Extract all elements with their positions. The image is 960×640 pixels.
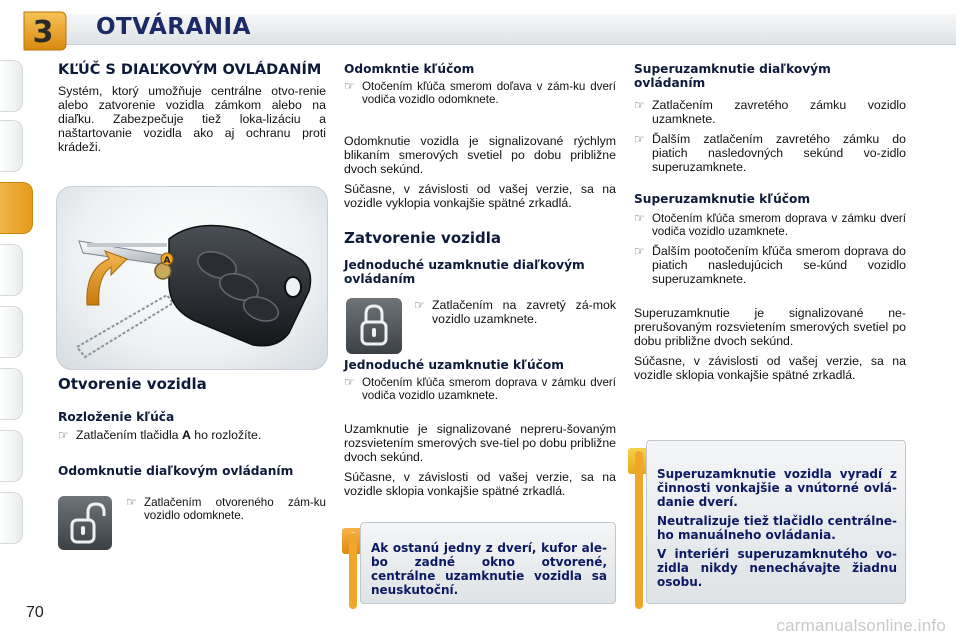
simple-key-lock-bullet: ☞ Otočením kľúča smerom doprava v zámku dverí vodiča vozidlo uzamknete. <box>344 375 616 402</box>
chapter-number: 3 <box>32 15 54 50</box>
pointer-bullet-icon: ☞ <box>414 298 425 312</box>
remote-key-illustration <box>56 186 328 370</box>
unlock-button-image <box>58 496 112 550</box>
column-left-lower <box>58 376 326 482</box>
simple-remote-lock-bullet: ☞ Zatlačením na zavretý zá-mok vozidlo uzamknete. <box>414 298 616 326</box>
fold-arrow-icon <box>87 251 127 305</box>
simple-remote-lock-title: Jednoduché uzamknutie diaľkovým ovládaním <box>344 258 585 286</box>
column-right <box>634 62 906 388</box>
super-key-title: Superuzamknutie kľúčom <box>634 192 811 206</box>
super-remote-bullet-1: ☞ Zatlačením zavretého zámku vozidlo uzamknete. <box>634 98 906 126</box>
simple-key-lock-title: Jednoduché uzamknutie kľúčom <box>344 358 564 372</box>
lock-button-image <box>346 298 402 354</box>
lock-mirror-text: Súčasne, v závislosti od vašej verzie, sa na vozidle sklopia vonkajšie spätné zrkadlá. <box>344 470 616 498</box>
pointer-bullet-icon: ☞ <box>344 375 355 389</box>
simple-remote-bullet-wrap <box>414 298 616 332</box>
unfold-text-bold: A <box>181 428 191 442</box>
info-note <box>360 522 616 604</box>
key-section-title: KĽÚČ S DIAĽKOVÝM OVLÁDANÍM <box>58 62 322 78</box>
remote-unlock-bullet-wrap <box>126 496 326 528</box>
super-remote-title: Superuzamknutie diaľkovým ovládaním <box>634 62 831 90</box>
pointer-bullet-icon: ☞ <box>126 495 137 509</box>
key-unlock-title: Odomkntie kľúčom <box>344 62 475 76</box>
pointer-bullet-icon: ☞ <box>344 79 355 93</box>
chapter-tab[interactable] <box>0 306 23 358</box>
remote-unlock-bullet: ☞ Zatlačením otvoreného zám-ku vozidlo odomknete. <box>126 495 326 522</box>
locked-padlock-icon <box>346 298 402 354</box>
unlock-mirror-text: Súčasne, v závislosti od vašej verzie, sa na vozidle vyklopia vonkajšie spätné zrkadlá. <box>344 182 616 210</box>
unlock-signal-text: Odomknutie vozidla je signalizované rýchlym blikaním smerových svetiel po dobu približne dvoch sekúnd. <box>344 134 616 176</box>
warning-note-text-1: Superuzamknutie vozidla vyradí z činnosti vonkajšie a vnútorné ovlá-danie dverí. <box>657 467 897 509</box>
key-unlock-bullet: ☞ Otočením kľúča smerom doľava v zám-ku dverí vodiča vozidlo odomknete. <box>344 79 616 106</box>
chapter-tab[interactable] <box>0 244 23 296</box>
pointer-bullet-icon: ☞ <box>634 244 645 258</box>
page-title: OTVÁRANIA <box>96 14 251 40</box>
remote-key-image <box>57 187 327 369</box>
chapter-tab[interactable] <box>0 368 23 420</box>
super-signal-text: Superuzamknutie je signalizované ne-prerušovaným rozsvietením smerových svetiel po dobu približne dvoch sekúnd. <box>634 306 906 348</box>
warning-note-text-3: V interiéri superuzamknutého vo-zidla nikdy nenechávajte žiadnu osobu. <box>657 547 897 589</box>
pointer-bullet-icon: ☞ <box>634 211 645 225</box>
warning-note-text-2: Neutralizuje tiež tlačidlo centrálne-ho manuálneho ovládania. <box>657 514 897 542</box>
column-middle-lower <box>344 358 616 504</box>
super-mirror-text: Súčasne, v závislosti od vašej verzie, sa na vozidle sklopia vonkajšie spätné zrkadlá. <box>634 354 906 382</box>
chapter-tab[interactable] <box>0 120 23 172</box>
super-key-bullet-2: ☞ Ďalším pootočením kľúča smerom doprava do piatich nasledujúcich se-kúnd vozidlo superuzamknete. <box>634 244 906 286</box>
lock-signal-text: Uzamknutie je signalizované nepreru-šovaným rozsvietením smerových sve-tiel po dobu približne dvoch sekúnd. <box>344 422 617 464</box>
unfold-key-title: Rozloženie kľúča <box>58 410 175 424</box>
chapter-number-badge <box>18 8 68 54</box>
watermark: carmanualsonline.info <box>776 616 946 635</box>
column-left <box>58 62 326 160</box>
note-accent-bar <box>349 533 357 609</box>
remote-unlock-title: Odomknutie diaľkovým ovládaním <box>58 464 294 478</box>
key-intro-text: Systém, ktorý umožňuje centrálne otvo-renie alebo zatvorenie vozidla zámkom alebo na diaľku. Zabezpečuje tiež loka-lizáciu a naštartovanie vozidla ako aj ochranu proti krádeži. <box>58 84 326 154</box>
chapter-tab[interactable] <box>0 492 23 544</box>
column-middle <box>344 62 616 290</box>
chapter-tab-strip <box>0 60 34 580</box>
note-accent-bar <box>635 451 643 609</box>
chapter-tab-active[interactable] <box>0 182 33 234</box>
page-number: 70 <box>26 604 44 621</box>
info-note-text: Ak ostanú jedny z dverí, kufor ale-bo zadné okno otvorené, centrálne uzamknutie vozidla sa neuskutoční. <box>371 541 607 597</box>
close-section-title: Zatvorenie vozidla <box>344 229 501 247</box>
chapter-tab[interactable] <box>0 60 23 112</box>
super-key-bullet-1: ☞ Otočením kľúča smerom doprava v zámku dverí vodiča vozidlo uzamknete. <box>634 211 906 238</box>
pointer-bullet-icon: ☞ <box>634 132 645 146</box>
open-section-title: Otvorenie vozidla <box>58 375 207 393</box>
chapter-tab[interactable] <box>0 430 23 482</box>
unfold-text-pre: Zatlačením tlačidla <box>76 428 182 442</box>
unfold-key-bullet <box>58 428 326 442</box>
pointer-bullet-icon: ☞ <box>58 428 69 442</box>
warning-note <box>646 440 906 604</box>
unlocked-padlock-icon <box>58 496 112 550</box>
super-remote-bullet-2: ☞ Ďalším zatlačením zavretého zámku do piatich nasledovných sekúnd vo-zidlo superuzamknete. <box>634 132 906 174</box>
key-button-a-label: A <box>163 256 171 266</box>
pointer-bullet-icon: ☞ <box>634 98 645 112</box>
unfold-text-post: ho rozložíte. <box>190 428 262 442</box>
